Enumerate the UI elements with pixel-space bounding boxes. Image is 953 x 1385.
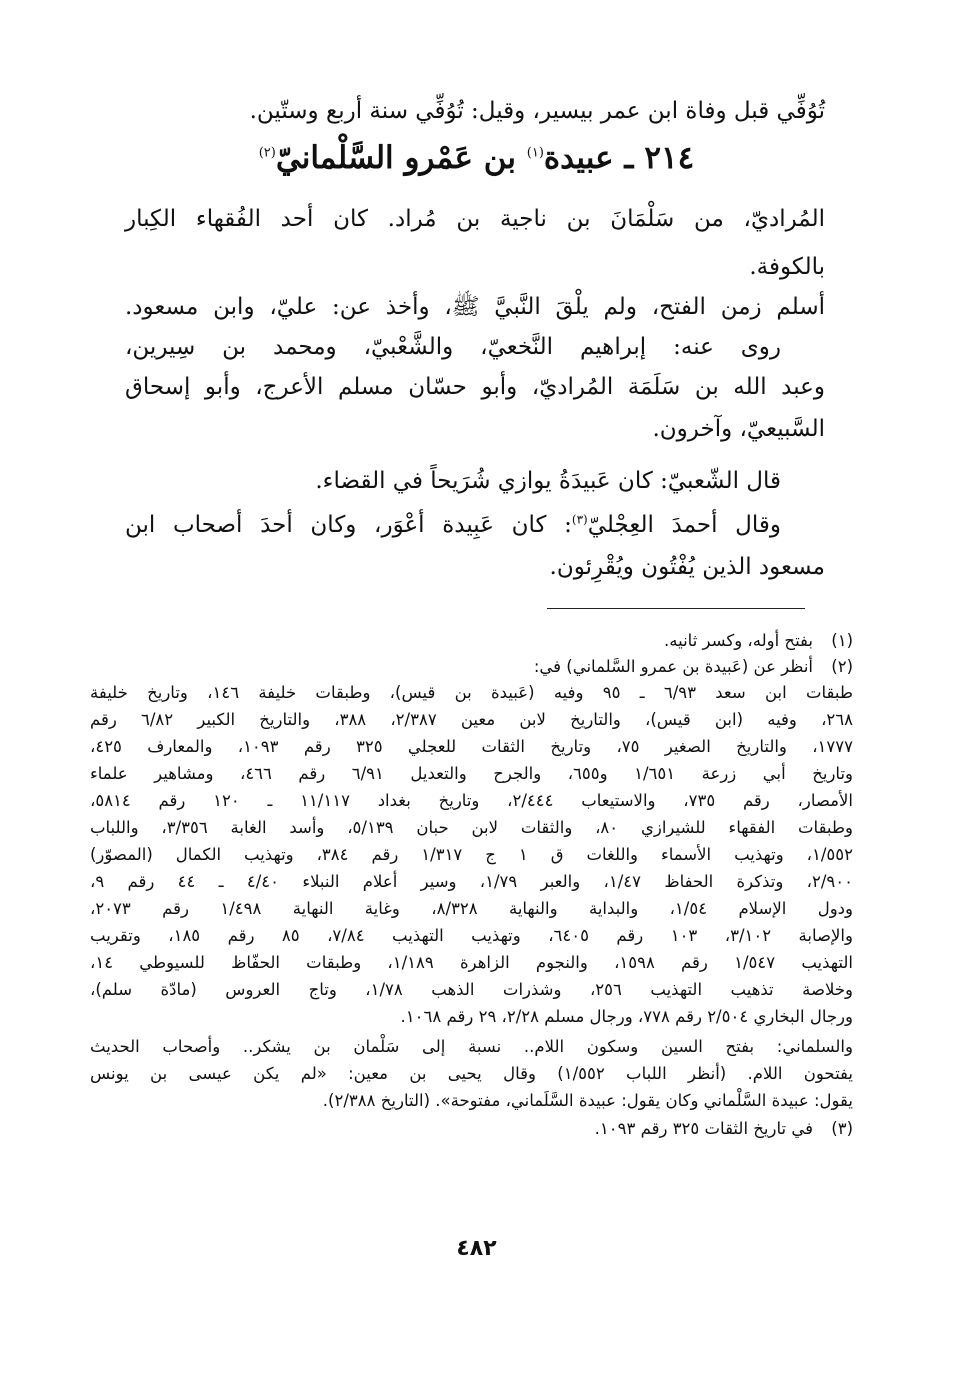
- paragraph-2-line-1: أسلم زمن الفتح، ولم يلْقَ النَّبيَّ ﷺ، وأخذ عن: عليّ، وابن مسعود.: [125, 294, 825, 320]
- footnote-ref-2: (٢): [258, 145, 276, 161]
- footnote-ref-1: (١): [526, 145, 544, 161]
- footnote-2-line: الأمصار، رقم ٧٣٥، والاستيعاب ٢/٤٤٤، وتاريخ بغداد ١١/١١٧ ـ ١٢٠ رقم ٥٨١٤،: [90, 791, 853, 810]
- paragraph-1-line-2: بالكوفة.: [749, 254, 825, 280]
- footnote-1-text: بفتح أوله، وكسر ثانيه.: [664, 631, 813, 650]
- footnote-2-text: أنظر عن (عَبيدة بن عمرو السَّلماني) في:: [533, 657, 813, 676]
- footnote-2-note-line: والسلماني: بفتح السين وسكون اللام.. نسبة إلى سَلْمان بن يشكر.. وأصحاب الحديث: [90, 1037, 853, 1056]
- footnote-2-line: ٢٦٨، وفيه (ابن قيس)، والتاريخ لابن معين ٢/٣٨٧، ٣٨٨، والتاريخ الكبير ٦/٨٢ رقم: [90, 710, 853, 729]
- footnote-2-number: (٢): [831, 657, 853, 676]
- footnote-1-number: (١): [831, 631, 853, 650]
- footnote-2-line: والإصابة ٣/١٠٢، ١٠٣ رقم ٦٤٠٥، وتهذيب التهذيب ٧/٨٤، ٨٥ رقم ١٨٥، وتقريب: [90, 926, 853, 945]
- footnote-2-line: ١٧٧٧، والتاريخ الصغير ٧٥، وتاريخ الثقات للعجلي ٣٢٥ رقم ١٠٩٣، والمعارف ٤٢٥،: [90, 737, 853, 756]
- footnote-3-number: (٣): [831, 1119, 853, 1138]
- opening-line: تُوُفِّي قبل وفاة ابن عمر بيسير، وقيل: تُوُفِّي سنة أربع وستّين.: [249, 98, 825, 124]
- entry-title: [0, 140, 953, 176]
- paragraph-5-line-1: [125, 506, 781, 544]
- footnote-2-note-line: يفتحون اللام. (أنظر اللباب ١/٥٥٢) وقال يحيى بن معين: «لم يكن عيسى بن يونس: [90, 1064, 853, 1083]
- paragraph-5-lead: وقال أحمدَ العِجْليّ: [587, 512, 781, 538]
- paragraph-3-line-2: وعبد الله بن سَلَمَة المُراديّ، وأبو حسّان مسلم الأعرج، وأبو إسحاق: [125, 374, 825, 400]
- footnote-2-line: ودول الإسلام ١/٥٤، والبداية والنهاية ٨/٣٢٨، وغاية النهاية ١/٤٩٨ رقم ٢٠٧٣،: [90, 899, 853, 918]
- paragraph-3-line-3: السَّبيعيّ، وآخرون.: [652, 416, 825, 442]
- paragraph-5-line-2: مسعود الذين يُفْتُون ويُقْرِئون.: [549, 554, 825, 580]
- paragraph-5-rest: : كان عَبِيدة أعْوَر، وكان أحدَ أصحاب ابن: [125, 512, 572, 538]
- footnote-ref-3: (٣): [571, 512, 588, 527]
- footnote-2-note-line: يقول: عبيدة السَّلْماني وكان يقول: عبيدة السَّلَماني، مفتوحة». (التاريخ ٢/٣٨٨).: [322, 1091, 853, 1110]
- footnote-3-text: في تاريخ الثقات ٣٢٥ رقم ١٠٩٣.: [594, 1119, 813, 1138]
- paragraph-4-line-1: قال الشّعبيّ: كان عَبيدَةُ يوازي شُرَيحاً في القضاء.: [315, 468, 781, 494]
- footnote-2-line: ورجال البخاري ٢/٥٠٤ رقم ٧٧٨، ورجال مسلم ٢/٢٨، ٢٩ رقم ١٠٦٨.: [400, 1007, 853, 1026]
- paragraph-3-line-1: روى عنه: إبراهيم النَّخعيّ، والشَّعْبيّ، ومحمد بن سِيرين،: [125, 334, 781, 360]
- footnote-separator: [547, 608, 805, 609]
- footnote-2-line: وتاريخ أبي زرعة ١/٦٥١ و٦٥٥، والجرح والتعديل ٦/٩١ رقم ٤٦٦، ومشاهير علماء: [90, 764, 853, 783]
- entry-title-name: بن عَمْرو السَّلْمانيّ: [275, 140, 516, 176]
- footnote-2-line: ٢/٩٠٠، وتذكرة الحفاظ ١/٤٧، والعبر ١/٧٩، وسير أعلام النبلاء ٤/٤٠ ـ ٤٤ رقم ٩،: [90, 872, 854, 891]
- footnote-2-line: ١/٥٥٢، وتهذيب الأسماء واللغات ق ١ ج ١/٣١٧ رقم ٣٨٤، وتهذيب الكمال (المصوّر): [90, 845, 854, 864]
- footnote-2-line: التهذيب ١/٥٤٧ رقم ١٥٩٨، والنجوم الزاهرة ١/١٨٩، وطبقات الحفّاظ للسيوطي ١٤،: [90, 953, 853, 972]
- footnote-2-line: وخلاصة تذهيب التهذيب ٢٥٦، وشذرات الذهب ١/٧٨، وتاج العروس (مادّة سلم)،: [90, 980, 854, 999]
- entry-title-number: ٢١٤ ـ عبيدة: [543, 140, 695, 176]
- page-number: ٤٨٢: [456, 1236, 497, 1261]
- footnote-2-line: طبقات ابن سعد ٦/٩٣ ـ ٩٥ وفيه (عَبيدة بن قيس)، وطبقات خليفة ١٤٦، وتاريخ خليفة: [90, 683, 853, 702]
- footnote-2-line: وطبقات الفقهاء للشيرازي ٨٠، والثقات لابن حبان ٥/١٣٩، وأسد الغابة ٣/٣٥٦، واللباب: [90, 818, 853, 837]
- paragraph-1-line-1: المُراديّ، من سَلْمَانَ بن ناجية بن مُراد. كان أحد الفُقهاء الكِبار: [125, 206, 825, 232]
